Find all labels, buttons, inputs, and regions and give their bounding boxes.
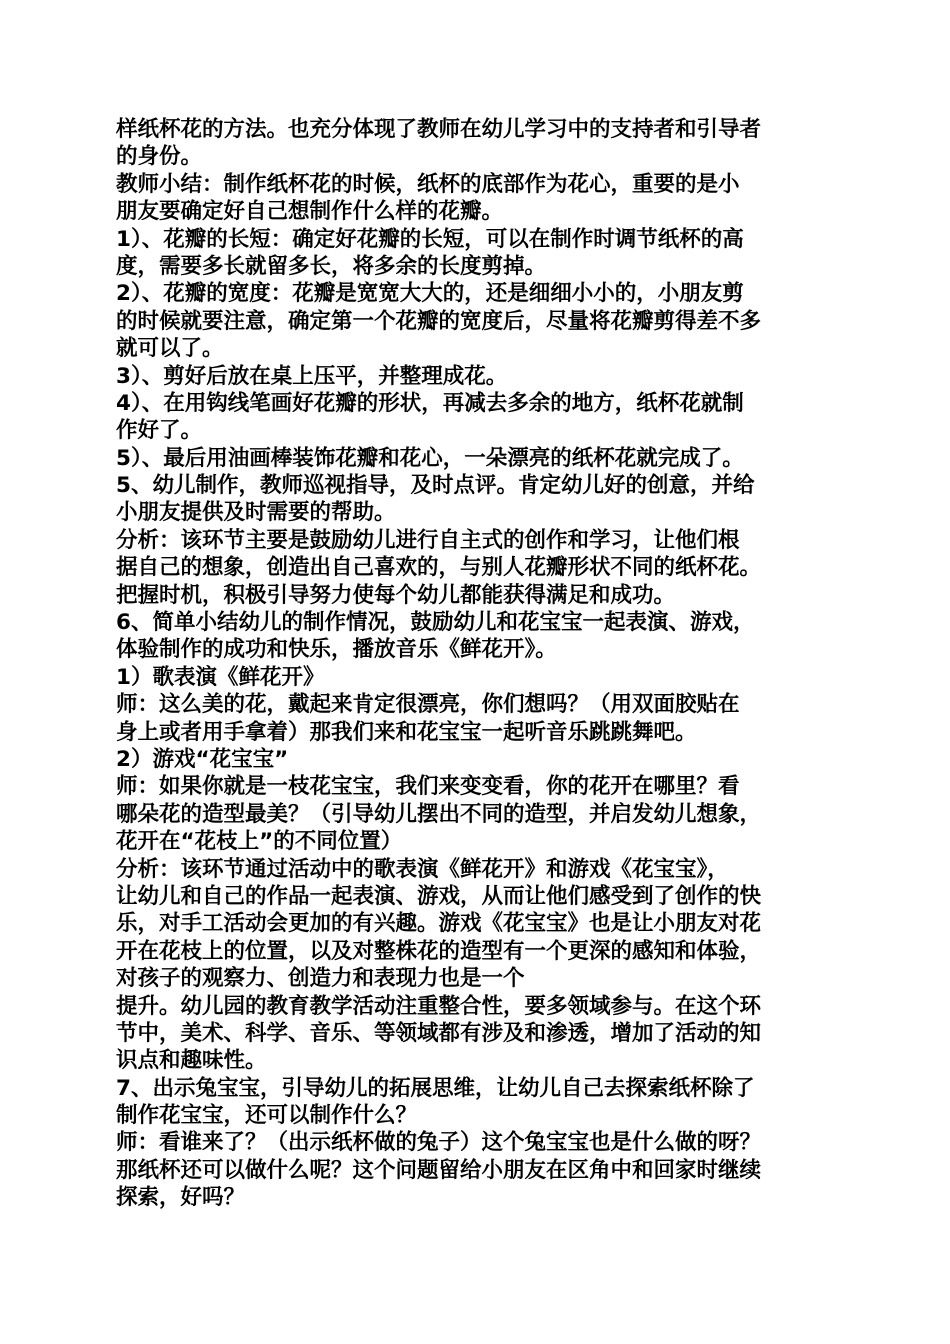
text-line: 体验制作的成功和快乐，播放音乐《鲜花开》。: [116, 637, 557, 663]
document-body: [116, 116, 838, 1212]
text-line: 的时候就要注意，确定第一个花瓣的宽度后，尽量将花瓣剪得差不多: [116, 308, 762, 334]
text-line: 师：看谁来了？（出示纸杯做的兔子）这个兔宝宝也是什么做的呀？: [116, 1130, 762, 1156]
text-line: 据自己的想象，创造出自己喜欢的，与别人花瓣形状不同的纸杯花。: [116, 555, 762, 581]
text-line: 探索，好吗？: [116, 1185, 246, 1211]
text-line: 把握时机，积极引导努力使每个幼儿都能获得满足和成功。: [116, 582, 676, 608]
text-line: 度，需要多长就留多长，将多余的长度剪掉。: [116, 253, 547, 279]
text-line: 节中，美术、科学、音乐、等领域都有涉及和渗透，增加了活动的知: [116, 1020, 762, 1046]
text-line: 师：这么美的花，戴起来肯定很漂亮，你们想吗？（用双面胶贴在: [116, 692, 740, 718]
text-line: 乐，对手工活动会更加的有兴趣。游戏《花宝宝》也是让小朋友对花: [116, 911, 762, 937]
text-line: 提升。幼儿园的教育教学活动注重整合性，要多领域参与。在这个环: [116, 993, 762, 1019]
text-line: 分析：该环节通过活动中的歌表演《鲜花开》和游戏《花宝宝》，: [116, 856, 729, 882]
text-line: 教师小结：制作纸杯花的时候，纸杯的底部作为花心，重要的是小: [116, 171, 740, 197]
text-line: 样纸杯花的方法。也充分体现了教师在幼儿学习中的支持者和引导者: [116, 117, 762, 142]
text-line: 6、简单小结幼儿的制作情况，鼓励幼儿和花宝宝一起表演、游戏，: [116, 610, 755, 636]
text-line: 小朋友提供及时需要的帮助。: [116, 500, 396, 526]
text-line: 2）、花瓣的宽度：花瓣是宽宽大大的，还是细细小小的，小朋友剪: [116, 281, 744, 307]
text-line: 制作花宝宝，还可以制作什么？: [116, 1103, 418, 1129]
text-line: 5）、最后用油画棒装饰花瓣和花心，一朵漂亮的纸杯花就完成了。: [116, 445, 744, 471]
text-line: 花开在“花枝上”的不同位置）: [116, 829, 403, 855]
text-line: 让幼儿和自己的作品一起表演、游戏，从而让他们感受到了创作的快: [116, 883, 762, 909]
text-line: 那纸杯还可以做什么呢？这个问题留给小朋友在区角中和回家时继续: [116, 1157, 762, 1183]
text-line: 哪朵花的造型最美？（引导幼儿摆出不同的造型，并启发幼儿想象，: [116, 801, 762, 827]
text-line: 2）游戏“花宝宝”: [116, 746, 289, 772]
text-line: 1）、花瓣的长短：确定好花瓣的长短，可以在制作时调节纸杯的高: [116, 226, 744, 252]
text-line: 7、出示兔宝宝，引导幼儿的拓展思维，让幼儿自己去探索纸杯除了: [116, 1075, 755, 1101]
text-line: 的身份。: [116, 144, 203, 170]
text-line: 朋友要确定好自己想制作什么样的花瓣。: [116, 199, 504, 225]
text-line: 分析：该环节主要是鼓励幼儿进行自主式的创作和学习，让他们根: [116, 527, 740, 553]
text-line: 识点和趣味性。: [116, 1048, 267, 1074]
text-line: 5、幼儿制作，教师巡视指导，及时点评。肯定幼儿好的创意，并给: [116, 473, 755, 499]
text-line: 4）、在用钩线笔画好花瓣的形状，再减去多余的地方，纸杯花就制: [116, 390, 744, 416]
text-line: 师：如果你就是一枝花宝宝，我们来变变看，你的花开在哪里？看: [116, 774, 740, 800]
text-line: 作好了。: [116, 418, 203, 444]
text-line: 开在花枝上的位置，以及对整株花的造型有一个更深的感知和体验，: [116, 938, 762, 964]
text-line: 3）、剪好后放在桌上压平，并整理成花。: [116, 363, 508, 389]
text-line: 对孩子的观察力、创造力和表现力也是一个: [116, 966, 525, 992]
text-line: 就可以了。: [116, 336, 224, 362]
text-line: 身上或者用手拿着）那我们来和花宝宝一起听音乐跳跳舞吧。: [116, 719, 697, 745]
text-line: 1）歌表演《鲜花开》: [116, 664, 325, 690]
